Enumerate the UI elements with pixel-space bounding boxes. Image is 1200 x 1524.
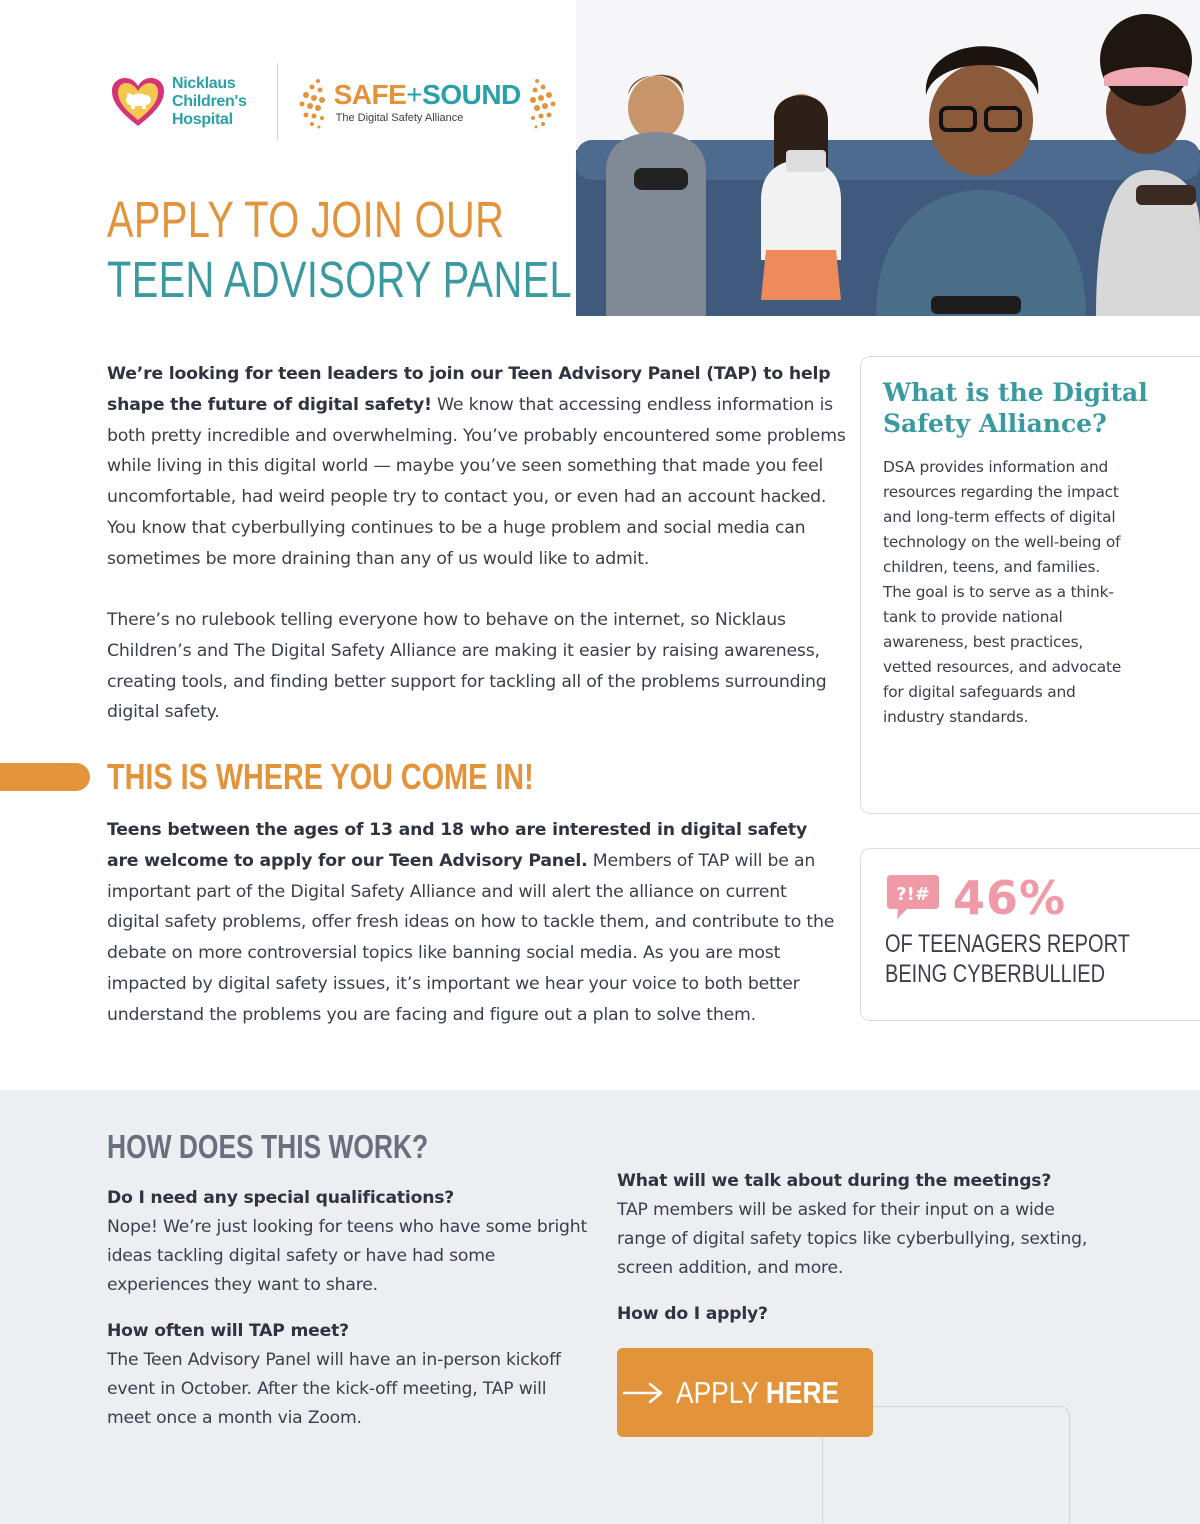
stat-label-line-2: BEING CYBERBULLIED xyxy=(885,960,1106,988)
safe-sound-logo xyxy=(296,73,559,131)
alliance-tagline: The Digital Safety Alliance xyxy=(335,112,464,124)
faq-item-apply xyxy=(617,1300,1097,1329)
logo-bar xyxy=(110,62,559,142)
come-in-lead: Teens between the ages of 13 and 18 who are interested in digital safety are welcome to apply for our Teen Advisory Panel. xyxy=(107,820,808,871)
faq-item-qualifications xyxy=(107,1184,587,1300)
intro-lead: We’re looking for teen leaders to join our Teen Advisory Panel (TAP) to help shape the future of digital safety! xyxy=(107,364,831,415)
logo-divider xyxy=(277,63,278,141)
dots-right-icon xyxy=(527,73,559,131)
apply-here-button[interactable] xyxy=(617,1348,873,1437)
dots-left-icon xyxy=(296,73,328,131)
faq-item-topics xyxy=(617,1167,1097,1283)
apply-label-regular: APPLY xyxy=(676,1374,766,1410)
faq-question: Do I need any special qualifications? xyxy=(107,1188,455,1208)
dsa-card-title: What is the Digital Safety Alliance? xyxy=(883,378,1148,438)
alliance-sound: SOUND xyxy=(422,79,521,110)
hospital-logo xyxy=(110,75,247,129)
hospital-line-3: Hospital xyxy=(172,111,233,128)
faq-question: How do I apply? xyxy=(617,1304,768,1324)
speech-bubble-icon xyxy=(885,875,941,921)
dsa-card-text: DSA provides information and resources regarding the impact and long-term effects of digital technology on the well-being of children, teens, and families. The goal is to serve as a think-tank to provide national awareness, best practices, vetted resources, and advocate for digital safeguards and industry standards. xyxy=(883,458,1122,726)
faq-answer: Nope! We’re just looking for teens who have some bright ideas tackling digital safety or have had some experiences they want to share. xyxy=(107,1217,587,1295)
apply-label-bold: HERE xyxy=(765,1374,840,1410)
faq-heading: HOW DOES THIS WORK? xyxy=(107,1128,429,1165)
alliance-plus: + xyxy=(406,79,423,110)
faq-answer: The Teen Advisory Panel will have an in-person kickoff event in October. After the kick-off meeting, TAP will meet once a month via Zoom. xyxy=(107,1350,561,1428)
dsa-info-card xyxy=(860,356,1200,814)
faq-answer: TAP members will be asked for their input on a wide range of digital safety topics like cyberbullying, sexting, screen addition, and more. xyxy=(617,1200,1088,1278)
intro-paragraph-1 xyxy=(107,359,847,575)
arrow-right-icon xyxy=(622,1382,664,1404)
come-in-paragraph xyxy=(107,815,837,1031)
intro-body: We know that accessing endless information is both pretty incredible and overwhelming. You’ve probably encountered some problems while living in this digital world — maybe you’ve seen something that made you feel uncomfortable, had weird people try to contact you, or even had an account hacked. You know that cyberbullying continues to be a huge problem and social media can sometimes be more draining than any of us would like to admit. xyxy=(107,394,846,569)
faq-question: What will we talk about during the meetings? xyxy=(617,1171,1052,1191)
intro-paragraph-2: There’s no rulebook telling everyone how to behave on the internet, so Nicklaus Children’s and The Digital Safety Alliance are making it easier by raising awareness, creating tools, and finding better support for tackling all of the problems surrounding digital safety. xyxy=(107,610,827,723)
apply-button-label xyxy=(676,1375,839,1411)
hospital-line-2: Children's xyxy=(172,93,247,110)
come-in-heading: THIS IS WHERE YOU COME IN! xyxy=(107,756,534,797)
heart-bear-icon xyxy=(110,76,166,128)
stat-label-line-1: OF TEENAGERS REPORT xyxy=(885,930,1130,958)
stat-icon-glyph: ?!# xyxy=(896,884,930,905)
stat-label xyxy=(885,929,1149,989)
section-accent-bar xyxy=(0,763,90,791)
come-in-body: Members of TAP will be an important part of the Digital Safety Alliance and will alert the alliance on current digital safety problems, offer fresh ideas on how to tackle them, and contribute to the debate on more controversial topics like banning social media. As you are most impacted by digital safety issues, it’s important we hear your voice to both better understand the problems you are facing and figure out a plan to solve them. xyxy=(107,850,835,1025)
page-title xyxy=(107,190,572,310)
hero-photo xyxy=(576,0,1200,316)
stat-card xyxy=(860,848,1200,1021)
title-line-2: TEEN ADVISORY PANEL xyxy=(107,251,573,308)
faq-item-frequency xyxy=(107,1317,577,1433)
hospital-line-1: Nicklaus xyxy=(172,75,236,92)
faq-question: How often will TAP meet? xyxy=(107,1321,349,1341)
alliance-safe: SAFE xyxy=(333,79,407,110)
stat-value: 46% xyxy=(953,871,1067,925)
teens-gaming-image xyxy=(576,0,1200,316)
title-line-1: APPLY TO JOIN OUR xyxy=(107,191,505,248)
